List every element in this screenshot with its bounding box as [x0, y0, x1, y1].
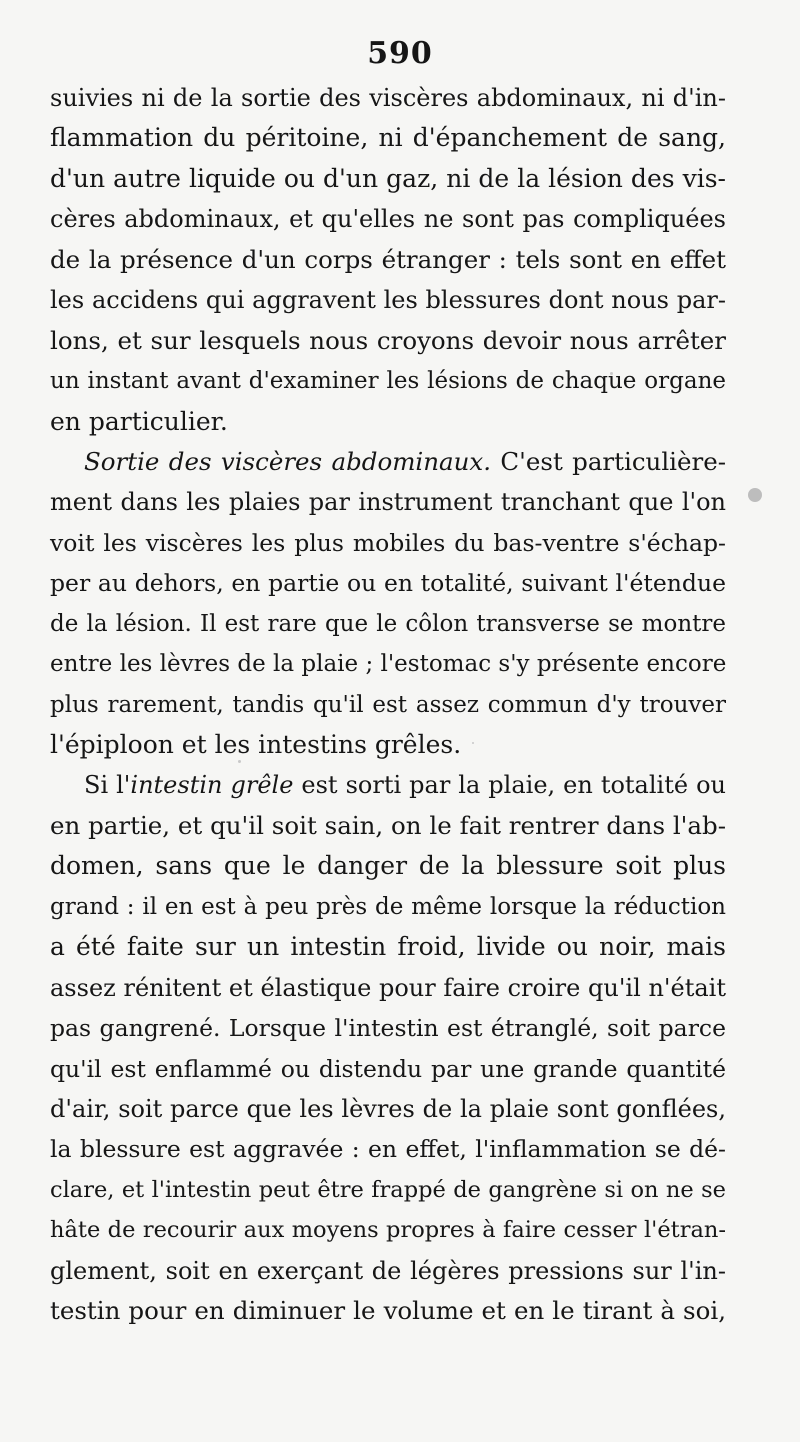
text-line: en particulier. [50, 406, 228, 436]
page-number: 590 [367, 36, 433, 71]
text-line: la blessure est aggravée : en effet, l'inflammation se dé- [50, 1135, 726, 1164]
text-line: a été faite sur un intestin froid, livide ou noir, mais [50, 932, 726, 962]
text-line: de la lésion. Il est rare que le côlon transverse se montre [50, 610, 726, 637]
text-line: flammation du péritoine, ni d'épanchement de sang, [50, 123, 726, 153]
paper-speck [748, 488, 762, 502]
paragraph [50, 78, 726, 442]
text-line: plus rarement, tandis qu'il est assez commun d'y trouver [50, 691, 726, 718]
paragraph [50, 442, 726, 766]
text-line: les accidens qui aggravent les blessures dont nous par- [50, 286, 726, 315]
text-line: per au dehors, en partie ou en totalité, suivant l'étendue [50, 569, 726, 598]
text-fragment: est sorti par la plaie, en totalité ou [293, 771, 726, 800]
text-line: l'épiploon et les intestins grêles. [50, 730, 462, 759]
text-line [50, 442, 726, 482]
text-fragment: Si l' [84, 771, 131, 800]
text-line: ment dans les plaies par instrument tranchant que l'on [50, 488, 726, 517]
text-fragment: C'est particulière- [491, 446, 726, 476]
text-line: d'un autre liquide ou d'un gaz, ni de la lésion des vis- [50, 163, 726, 193]
text-line: hâte de recourir aux moyens propres à faire cesser l'étran- [50, 1217, 726, 1244]
emphasized-term: intestin grêle [130, 771, 294, 800]
body-text [50, 78, 726, 1332]
text-line: testin pour en diminuer le volume et en le tirant à soi, [50, 1296, 726, 1326]
section-heading: Sortie des viscères abdominaux. [84, 446, 492, 476]
text-line: suivies ni de la sortie des viscères abdominaux, ni d'in- [50, 84, 726, 112]
text-line: grand : il en est à peu près de même lorsque la réduction [50, 893, 726, 920]
text-line: qu'il est enflammé ou distendu par une grande quantité [50, 1054, 726, 1083]
text-line: cères abdominaux, et qu'elles ne sont pas compliquées [50, 205, 726, 234]
text-line: d'air, soit parce que les lèvres de la plaie sont gonflées, [50, 1094, 726, 1123]
text-line: lons, et sur lesquels nous croyons devoir nous arrêter [50, 325, 726, 355]
text-line: voit les viscères les plus mobiles du bas-ventre s'échap- [50, 528, 726, 557]
text-line: assez rénitent et élastique pour faire croire qu'il n'était [50, 973, 726, 1002]
text-line: glement, soit en exerçant de légères pressions sur l'in- [50, 1256, 726, 1285]
text-line: en partie, et qu'il soit sain, on le fait rentrer dans l'ab- [50, 810, 726, 840]
text-line: un instant avant d'examiner les lésions de chaque organe [50, 368, 726, 395]
text-line: pas gangrené. Lorsque l'intestin est étranglé, soit parce [50, 1014, 726, 1043]
paragraph [50, 765, 726, 1331]
text-line: clare, et l'intestin peut être frappé de gangrène si on ne se [50, 1176, 726, 1203]
text-line: domen, sans que le danger de la blessure soit plus [50, 851, 726, 881]
text-line: entre les lèvres de la plaie ; l'estomac s'y présente encore [50, 651, 727, 678]
text-line [50, 765, 726, 805]
text-line: de la présence d'un corps étranger : tels sont en effet [50, 244, 726, 274]
